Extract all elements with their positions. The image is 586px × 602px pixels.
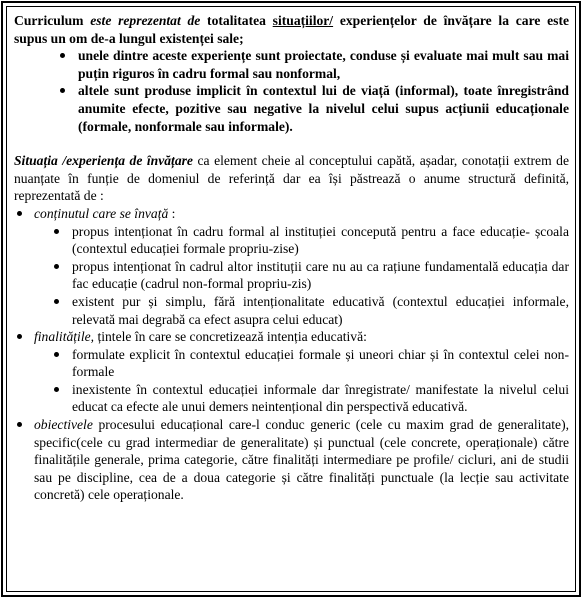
- document-body: [6, 6, 576, 592]
- list-item-label: conținutul care se învață: [34, 205, 169, 221]
- list-item: [14, 328, 569, 416]
- bullet-icon: [54, 352, 59, 357]
- list-item: [34, 258, 569, 293]
- list-item: [14, 205, 569, 328]
- section-lead: Situația /experiența de învățare: [14, 153, 193, 169]
- list-item: [34, 346, 569, 381]
- structure-list: [14, 205, 569, 504]
- list-item-text: țintele în care se concretizează intenția educativă:: [94, 329, 367, 345]
- intro-text-totality: totalitatea: [200, 13, 273, 28]
- sub-list: [34, 346, 569, 416]
- intro-paragraph: [14, 12, 569, 47]
- bullet-icon: [54, 387, 59, 392]
- intro-text-curriculum: Curriculum: [14, 13, 91, 28]
- list-item: [34, 223, 569, 258]
- bullet-icon: [54, 299, 59, 304]
- intro-bullet-list: [14, 47, 569, 135]
- section-text: ca element cheie al conceptului capătă, așadar, conotații extrem de nuanțate în funție de domeniul de referință dar ea își păstrează o anume structură definită, reprezentată de :: [14, 153, 569, 204]
- list-item-label: obiectivele: [34, 417, 93, 433]
- bullet-icon: [17, 422, 22, 427]
- bullet-icon: [17, 211, 22, 216]
- list-item-text: altele sunt produse implicit în contextul lui de viață (informal), toate înregistrând anumite efecte, pozitive sau negative la nivelul celui supus acțiunii educaționale (formale, nonformale sau informale).: [78, 83, 569, 134]
- list-item: [14, 47, 569, 82]
- bullet-icon: [60, 53, 65, 58]
- list-item-text: propus intenționat în cadru formal al instituției concepută pentru a face educație- școala (contextul educației formale propriu-zise): [72, 223, 569, 257]
- bullet-icon: [54, 229, 59, 234]
- list-item-text: inexistente în contextul educației informale dar înregistrate/ manifestate la nivelul celui educat ca efecte ale unui demers neintențional din perspectivă educativă.: [72, 381, 569, 415]
- list-item-text: existent pur și simplu, fără intenționalitate educativă (contextul educației informale, relevată mai degrabă ca efect asupra celui educat): [72, 293, 569, 327]
- intro-text-situations: situațiilor/: [272, 13, 334, 28]
- bullet-icon: [60, 88, 65, 93]
- document-frame: [1, 1, 581, 597]
- bullet-icon: [17, 334, 22, 339]
- list-item-text: formulate explicit în contextul educației formale și uneori chiar și în contextul celei non-formale: [72, 346, 569, 380]
- list-item: [34, 381, 569, 416]
- list-item-text: :: [168, 205, 176, 221]
- list-item: [34, 293, 569, 328]
- list-item: [14, 82, 569, 135]
- list-item: [14, 416, 569, 504]
- list-item-text: procesului educațional care-l conduc generic (cele cu maxim grad de generalitate), specific(cele cu grad intermediar de generalitate) și punctual (cele concrete, operaționale) către finalitățile generale, prima categorie, către finalități intermediare pe profile/ cicluri, ani de studii sau pe discipline, cea de a doua categorie și către finalități punctuale (la lecție sau activitate concretă) cele operaționale.: [34, 417, 569, 503]
- bullet-icon: [54, 264, 59, 269]
- list-item-label: finalitățile,: [34, 329, 95, 345]
- intro-text-emphasis: este reprezentat de: [90, 13, 201, 28]
- list-item-text: unele dintre aceste experiențe sunt proiectate, conduse și evaluate mai mult sau mai puțin riguros în cadru formal sau nonformal,: [78, 48, 569, 81]
- paragraph-gap: [14, 135, 569, 152]
- section-paragraph: [14, 152, 569, 205]
- sub-list: [34, 223, 569, 329]
- list-item-text: propus intenționat în cadrul altor instituții care nu au ca rațiune fundamentală educația dar fac educație (cadrul non-formal propriu-zis): [72, 258, 569, 292]
- intro-text-rest: experiențelor de învățare la care este supus un om de-a lungul existenței sale;: [14, 13, 569, 46]
